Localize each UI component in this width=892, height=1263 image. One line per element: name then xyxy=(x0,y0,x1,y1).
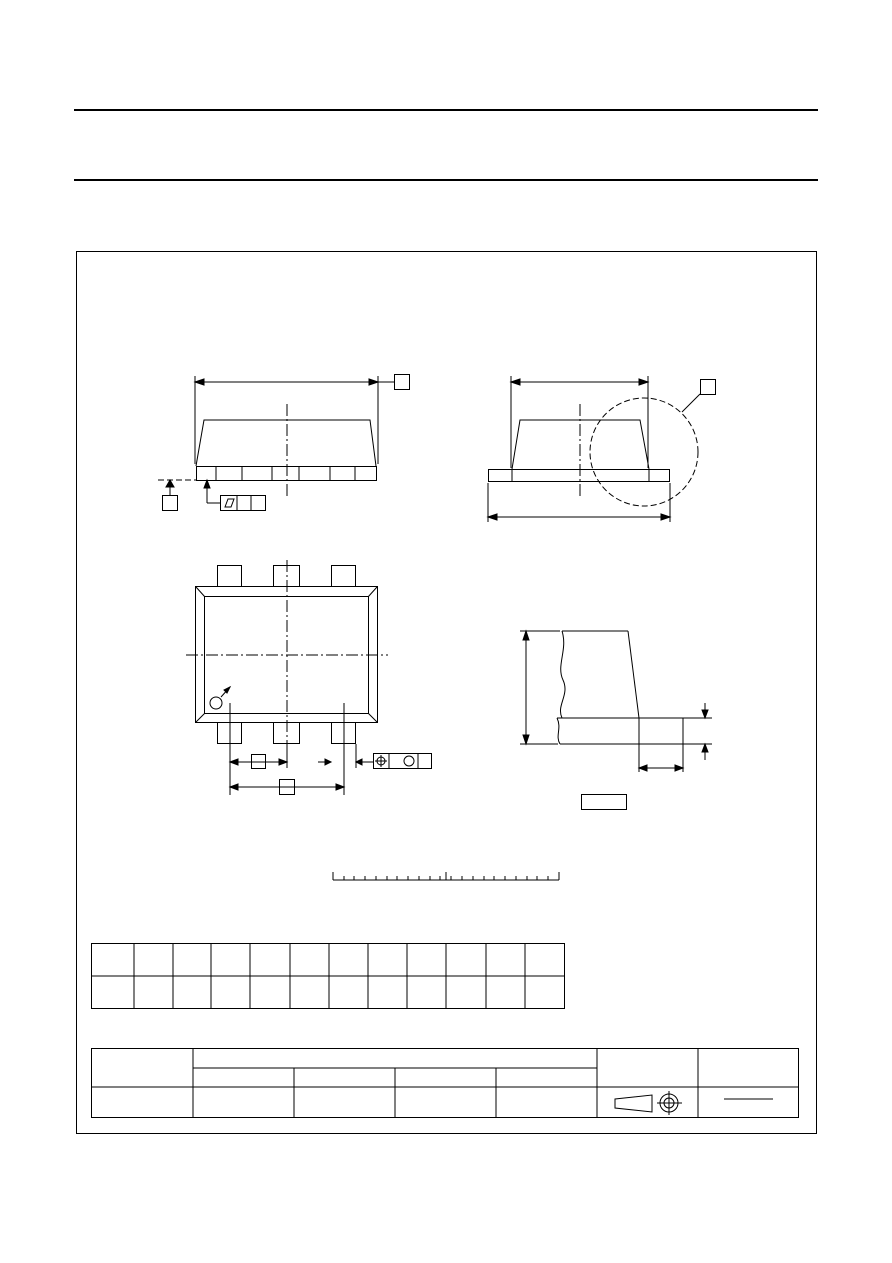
dimensions-table xyxy=(91,944,565,1009)
scale-bar xyxy=(333,872,559,880)
lead xyxy=(218,566,242,587)
pin1-marker-icon xyxy=(210,697,222,709)
datum-box xyxy=(395,375,410,390)
lead-strip xyxy=(489,470,670,482)
body-break-line xyxy=(560,631,565,718)
third-angle-projection-icon xyxy=(615,1091,682,1115)
title-block xyxy=(91,1049,799,1118)
end-view xyxy=(488,376,716,522)
detail-circle xyxy=(590,398,698,506)
datum-box xyxy=(163,496,178,511)
detail-title-box xyxy=(582,795,627,810)
flatness-icon xyxy=(225,499,234,507)
package-body xyxy=(196,420,376,466)
side-view xyxy=(158,375,410,511)
detail-label-box xyxy=(701,380,716,395)
position-icon xyxy=(375,755,387,767)
detail-view xyxy=(520,631,712,810)
top-view xyxy=(186,560,432,795)
lead xyxy=(332,566,356,587)
feature-control-frame xyxy=(221,496,266,511)
